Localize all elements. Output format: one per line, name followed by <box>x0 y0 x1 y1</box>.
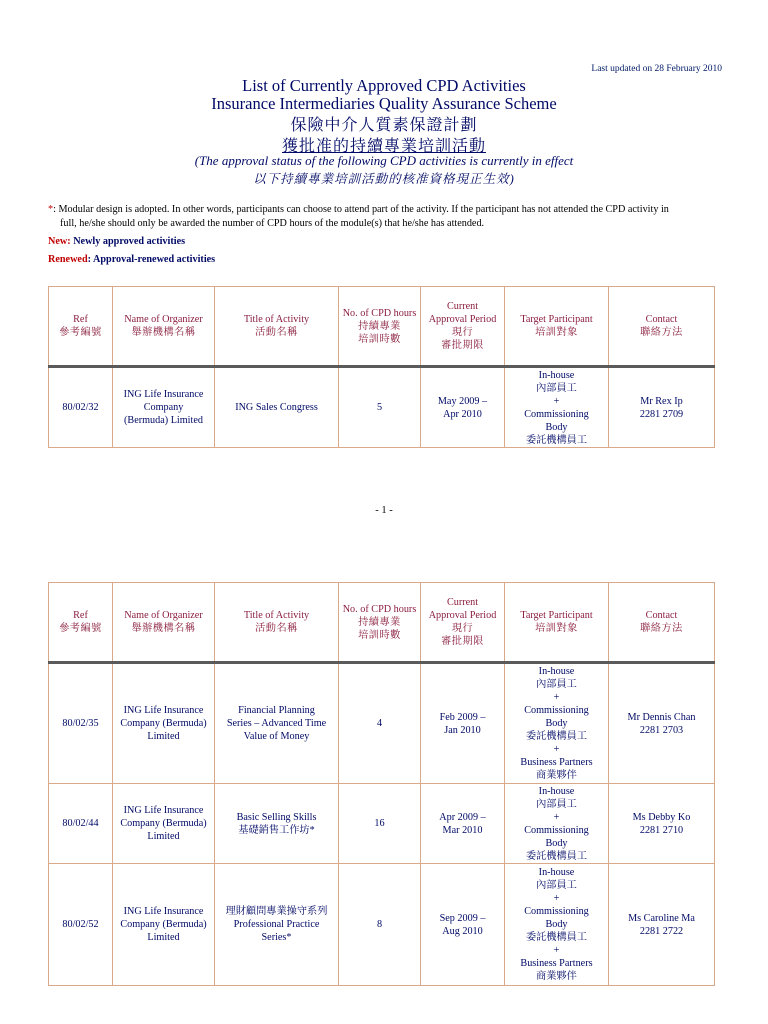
cell-target-participant-line: Body <box>545 421 568 433</box>
modular-note-continuation: full, he/she should only be awarded the number of CPD hours of the module(s) that he/she has attended. <box>60 217 485 229</box>
legend-new <box>48 236 185 247</box>
cell-title-line: ING Sales Congress <box>235 402 318 413</box>
cell-target-participant-line: Commissioning <box>524 824 589 836</box>
cell-target-participant-line: 商業夥伴 <box>536 770 577 781</box>
cell-target-participant-line: + <box>553 692 560 703</box>
cell-target-participant-line: Business Partners <box>520 757 593 768</box>
cell-title <box>215 663 339 784</box>
cell-contact <box>609 663 715 784</box>
cell-ref: 80/02/32 <box>49 367 113 448</box>
cell-ref: 80/02/52 <box>49 864 113 986</box>
cell-organizer-line: (Bermuda) Limited <box>124 415 203 426</box>
cell-target-participant-line: In-house <box>538 369 575 381</box>
cell-target-participant-line: + <box>553 744 560 755</box>
cell-target-participant <box>505 784 609 864</box>
cell-target-participant-line: Body <box>545 919 568 930</box>
header-title: Title of Activity 活動名稱 <box>215 287 339 367</box>
cell-ref: 80/02/35 <box>49 663 113 784</box>
cpd-table-page-2 <box>48 582 715 986</box>
cell-target-participant-line: 商業夥伴 <box>536 971 577 982</box>
cpd-table-page-1 <box>48 286 715 448</box>
table-row <box>49 784 715 864</box>
cell-title <box>215 367 339 448</box>
cell-cpd-hours: 5 <box>339 367 421 448</box>
cell-organizer-line: Limited <box>147 932 180 943</box>
cell-title <box>215 784 339 864</box>
approval-status-note: (The approval status of the following CPD activities is currently in effect <box>194 153 574 168</box>
star-symbol: * <box>48 204 54 215</box>
cell-target-participant-line: 內部員工 <box>536 382 577 394</box>
table-row <box>49 864 715 986</box>
cell-target-participant-line: Commissioning <box>524 408 589 420</box>
cell-organizer-line: Company (Bermuda) <box>120 919 207 930</box>
cell-organizer-line: ING Life Insurance <box>123 805 204 816</box>
new-text: Newly approved activities <box>70 236 186 247</box>
header-cpd-hours: No. of CPD hours 持續專業 培訓時數 <box>339 583 421 663</box>
new-label: New: <box>48 236 71 247</box>
table-header-row <box>49 583 715 663</box>
cell-approval-period <box>421 784 505 864</box>
cell-title-line: Series* <box>261 932 292 943</box>
header-target-participant: Target Participant 培訓對象 <box>505 287 609 367</box>
cell-title <box>215 864 339 986</box>
cell-approval-period <box>421 367 505 448</box>
cell-organizer <box>113 864 215 986</box>
cell-target-participant-line: 內部員工 <box>536 880 577 891</box>
cell-title-line: Basic Selling Skills <box>236 811 317 823</box>
cell-target-participant-line: Commissioning <box>524 906 589 917</box>
document-title: List of Currently Approved CPD Activities <box>242 76 526 95</box>
cell-organizer-line: Limited <box>147 831 180 842</box>
header-target-participant: Target Participant 培訓對象 <box>505 583 609 663</box>
cell-contact <box>609 864 715 986</box>
cell-title-line: Series – Advanced Time <box>226 718 327 729</box>
cell-contact-line: 2281 2709 <box>639 408 684 420</box>
cell-target-participant-line: In-house <box>538 867 575 878</box>
cell-contact-line: 2281 2722 <box>639 925 684 937</box>
renewed-label: Renewed <box>48 254 88 265</box>
cell-target-participant-line: + <box>553 811 560 823</box>
cell-contact-line: Ms Caroline Ma <box>628 912 695 924</box>
header-contact: Contact 聯絡方法 <box>609 287 715 367</box>
page-number: - 1 - <box>375 505 393 516</box>
table-row <box>49 663 715 784</box>
cell-target-participant-line: Body <box>545 718 568 729</box>
cell-target-participant-line: Business Partners <box>520 958 593 969</box>
cell-title-line: Financial Planning <box>238 705 315 716</box>
cell-approval-period <box>421 663 505 784</box>
cell-target-participant-line: 委託機構員工 <box>525 731 588 742</box>
header-cpd-hours: No. of CPD hours 持續專業 培訓時數 <box>339 287 421 367</box>
cell-approval-period <box>421 864 505 986</box>
cell-title-line: Professional Practice <box>233 919 320 930</box>
cell-approval-period-line: Mar 2010 <box>442 824 483 836</box>
cell-title-line: 理財顧問專業操守系列 <box>225 906 328 917</box>
table-row <box>49 367 715 448</box>
header-ref: Ref 參考編號 <box>49 287 113 367</box>
cell-contact-line: Mr Rex Ip <box>640 395 683 407</box>
cell-title-line: 基礎銷售工作坊* <box>238 824 315 836</box>
cell-cpd-hours: 4 <box>339 663 421 784</box>
approved-activities-chinese: 獲批准的持續專業培訓活動 <box>281 138 486 155</box>
cell-contact-line: 2281 2703 <box>639 724 684 736</box>
cell-approval-period-line: May 2009 – <box>437 395 488 407</box>
cell-cpd-hours: 16 <box>339 784 421 864</box>
cell-target-participant <box>505 864 609 986</box>
cell-contact-line: Mr Dennis Chan <box>627 711 696 723</box>
cell-target-participant-line: 委託機構員工 <box>525 850 588 862</box>
cell-target-participant-line: Commissioning <box>524 705 589 716</box>
cell-contact-line: 2281 2710 <box>639 824 684 836</box>
cell-approval-period-line: Sep 2009 – <box>439 912 486 924</box>
cell-target-participant-line: Body <box>545 837 568 849</box>
cell-target-participant-line: + <box>553 945 560 956</box>
cell-contact <box>609 367 715 448</box>
table-header-row <box>49 287 715 367</box>
cell-organizer <box>113 367 215 448</box>
cell-target-participant <box>505 367 609 448</box>
cell-ref: 80/02/44 <box>49 784 113 864</box>
modular-design-note <box>48 203 726 230</box>
cell-title-line: Value of Money <box>243 731 310 742</box>
cell-organizer-line: Company <box>143 402 184 413</box>
cell-target-participant-line: + <box>553 893 560 904</box>
cell-approval-period-line: Feb 2009 – <box>439 711 486 723</box>
cell-organizer-line: ING Life Insurance <box>123 705 204 716</box>
last-updated-date: Last updated on 28 February 2010 <box>591 64 722 74</box>
approval-status-note-chinese: 以下持續專業培訓活動的核准資格現正生效) <box>253 172 515 186</box>
header-contact: Contact 聯絡方法 <box>609 583 715 663</box>
cell-target-participant-line: + <box>553 395 560 407</box>
cell-target-participant-line: In-house <box>538 785 575 797</box>
header-approval-period: Current Approval Period 現行 審批期限 <box>421 287 505 367</box>
renewed-text: : Approval-renewed activities <box>87 254 216 265</box>
cell-organizer-line: ING Life Insurance <box>123 906 204 917</box>
legend-renewed <box>48 254 215 265</box>
cell-target-participant-line: In-house <box>538 666 575 677</box>
scheme-name-chinese: 保險中介人質素保證計劃 <box>290 117 478 134</box>
modular-note-text: : Modular design is adopted. In other words, participants can choose to attend part of the activity. If the participant has not attended the CPD activity in <box>53 204 669 215</box>
cell-target-participant-line: 內部員工 <box>536 679 577 690</box>
cell-approval-period-line: Aug 2010 <box>442 925 483 937</box>
cell-organizer-line: Company (Bermuda) <box>120 718 207 729</box>
cell-organizer-line: Limited <box>147 731 180 742</box>
cell-approval-period-line: Jan 2010 <box>444 724 481 736</box>
header-organizer: Name of Organizer 舉辦機構名稱 <box>113 583 215 663</box>
cell-target-participant-line: 委託機構員工 <box>525 932 588 943</box>
cell-contact-line: Ms Debby Ko <box>632 811 691 823</box>
cell-organizer <box>113 784 215 864</box>
scheme-name: Insurance Intermediaries Quality Assurance Scheme <box>211 94 557 113</box>
header-approval-period: Current Approval Period 現行 審批期限 <box>421 583 505 663</box>
header-ref: Ref 參考編號 <box>49 583 113 663</box>
cell-target-participant-line: 內部員工 <box>536 798 577 810</box>
cell-organizer-line: ING Life Insurance <box>123 389 204 400</box>
header-organizer: Name of Organizer 舉辦機構名稱 <box>113 287 215 367</box>
cell-target-participant-line: 委託機構員工 <box>525 434 588 446</box>
cell-approval-period-line: Apr 2010 <box>443 408 482 420</box>
header-title: Title of Activity 活動名稱 <box>215 583 339 663</box>
cell-cpd-hours: 8 <box>339 864 421 986</box>
cell-organizer-line: Company (Bermuda) <box>120 818 207 829</box>
cell-contact <box>609 784 715 864</box>
cell-organizer <box>113 663 215 784</box>
cell-target-participant <box>505 663 609 784</box>
cell-approval-period-line: Apr 2009 – <box>439 811 486 823</box>
